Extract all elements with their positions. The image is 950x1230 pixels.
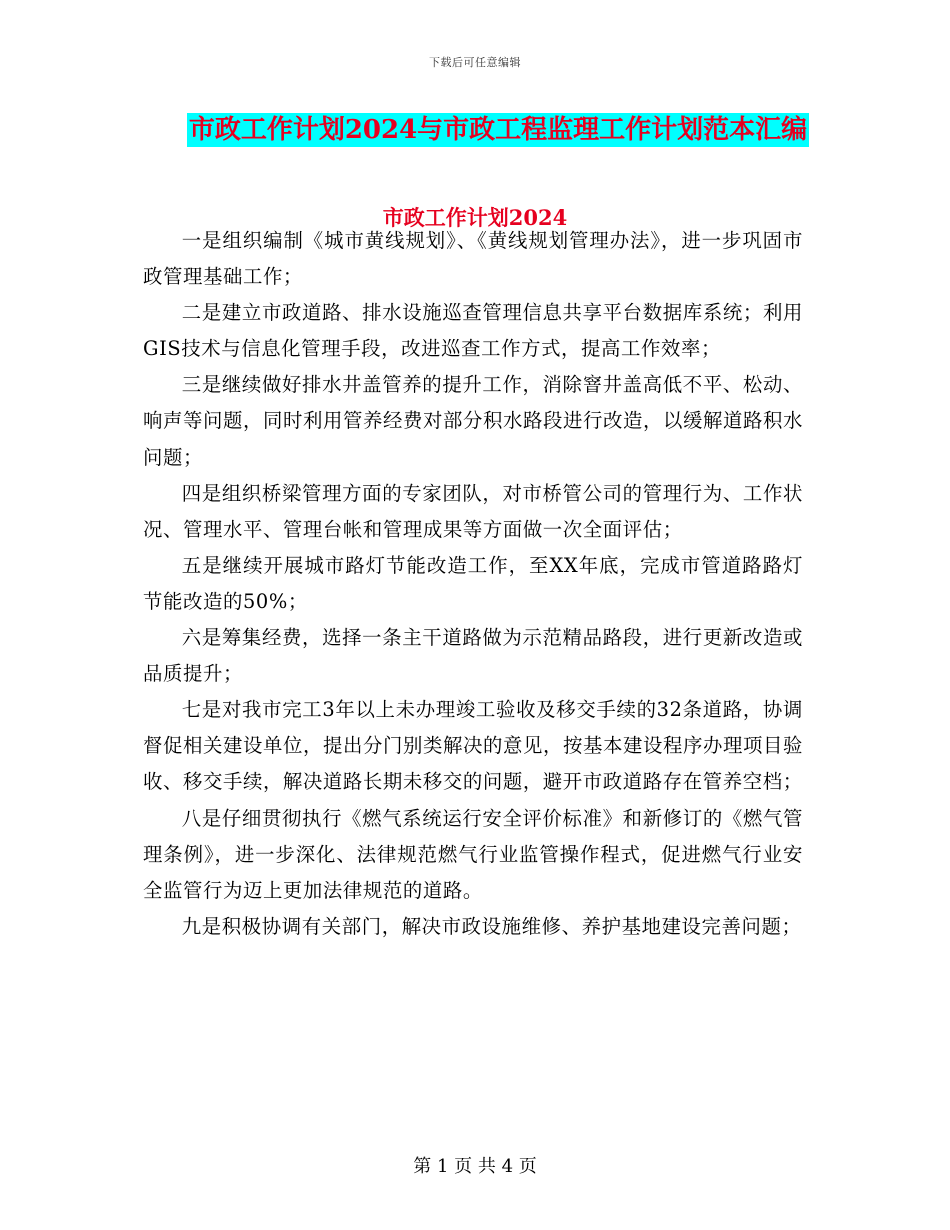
document-title: 市政工作计划2024与市政工程监理工作计划范本汇编	[188, 115, 808, 145]
section-title: 市政工作计划2024	[382, 205, 568, 230]
paragraph-9: 九是积极协调有关部门，解决市政设施维修、养护基地建设完善问题；	[181, 914, 802, 938]
document-title-container	[0, 113, 950, 147]
header-note: 下载后可任意编辑	[429, 56, 521, 69]
paragraph-2: 二是建立市政道路、排水设施巡查管理信息共享平台数据库系统；利用GIS技术与信息化管理手段，改进巡查工作方式，提高工作效率；	[143, 301, 803, 361]
paragraph-8: 八是仔细贯彻执行《燃气系统运行安全评价标准》和新修订的《燃气管理条例》，进一步深化、法律规范燃气行业监管操作程式，促进燃气行业安全监管行为迈上更加法律规范的道路。	[143, 806, 803, 902]
paragraph-6: 六是筹集经费，选择一条主干道路做为示范精品路段，进行更新改造或品质提升；	[143, 626, 803, 686]
body-text	[143, 223, 803, 945]
page-footer: 第 1 页 共 4 页	[413, 1156, 537, 1177]
paragraph-5: 五是继续开展城市路灯节能改造工作，至XX年底，完成市管道路路灯节能改造的50%；	[143, 553, 803, 613]
paragraph-3: 三是继续做好排水井盖管养的提升工作，消除窨井盖高低不平、松动、响声等问题，同时利用管养经费对部分积水路段进行改造，以缓解道路积水问题；	[143, 373, 803, 469]
paragraph-4: 四是组织桥梁管理方面的专家团队，对市桥管公司的管理行为、工作状况、管理水平、管理台帐和管理成果等方面做一次全面评估；	[143, 481, 803, 541]
paragraph-1: 一是组织编制《城市黄线规划》、《黄线规划管理办法》，进一步巩固市政管理基础工作；	[143, 229, 803, 289]
paragraph-7: 七是对我市完工3年以上未办理竣工验收及移交手续的32条道路，协调督促相关建设单位，提出分门别类解决的意见，按基本建设程序办理项目验收、移交手续，解决道路长期未移交的问题，避开市政道路存在管养空档；	[143, 698, 803, 794]
